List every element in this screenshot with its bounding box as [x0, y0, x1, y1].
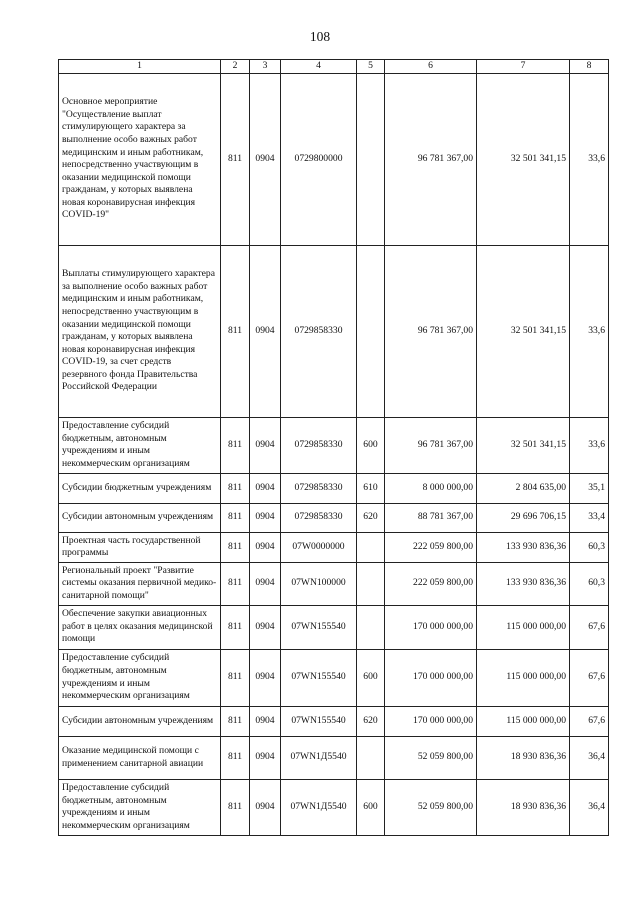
row-percent: 33,6 — [570, 417, 609, 473]
table-row — [59, 706, 609, 736]
row-plan: 88 781 367,00 — [385, 503, 477, 532]
row-name: Предоставление субсидий бюджетным, автономным учреждениям и иным некоммерческим организациям — [59, 649, 221, 706]
table-row — [59, 605, 609, 649]
table-row — [59, 473, 609, 503]
row-fact: 115 000 000,00 — [477, 706, 570, 736]
row-target: 07WN155540 — [281, 649, 357, 706]
row-name: Региональный проект "Развитие системы оказания первичной медико-санитарной помощи" — [59, 562, 221, 605]
table-row — [59, 503, 609, 532]
row-section: 0904 — [250, 245, 281, 417]
row-section: 0904 — [250, 706, 281, 736]
header-cell: 3 — [250, 60, 281, 74]
row-target: 07WN155540 — [281, 706, 357, 736]
row-section: 0904 — [250, 417, 281, 473]
table-row — [59, 245, 609, 417]
table-row — [59, 562, 609, 605]
row-percent: 33,6 — [570, 73, 609, 245]
header-cell: 1 — [59, 60, 221, 74]
row-vr: 610 — [357, 473, 385, 503]
page-number: 108 — [309, 29, 331, 44]
table-row — [59, 649, 609, 706]
row-grbs: 811 — [221, 649, 250, 706]
row-target: 0729858330 — [281, 503, 357, 532]
row-target: 07WN1Д5540 — [281, 779, 357, 835]
row-grbs: 811 — [221, 736, 250, 779]
row-percent: 60,3 — [570, 562, 609, 605]
row-vr — [357, 562, 385, 605]
row-section: 0904 — [250, 605, 281, 649]
row-name: Предоставление субсидий бюджетным, автономным учреждениям и иным некоммерческим организациям — [59, 779, 221, 835]
row-fact: 133 930 836,36 — [477, 562, 570, 605]
row-fact: 133 930 836,36 — [477, 532, 570, 562]
table-row — [59, 417, 609, 473]
row-percent: 67,6 — [570, 605, 609, 649]
row-plan: 170 000 000,00 — [385, 649, 477, 706]
row-plan: 170 000 000,00 — [385, 605, 477, 649]
row-percent: 36,4 — [570, 779, 609, 835]
header-cell: 6 — [385, 60, 477, 74]
row-vr — [357, 605, 385, 649]
row-name: Оказание медицинской помощи с применением санитарной авиации — [59, 736, 221, 779]
row-grbs: 811 — [221, 706, 250, 736]
row-target: 0729800000 — [281, 73, 357, 245]
row-name: Выплаты стимулирующего характера за выполнение особо важных работ медицинским и иным работникам, непосредственно участвующим в оказании медицинской помощи гражданам, у которых выявлена новая коронавирусная инфекция COVID-19, за счет средств резервного фонда Правительства Российской Федерации — [59, 245, 221, 417]
row-section: 0904 — [250, 532, 281, 562]
row-percent: 60,3 — [570, 532, 609, 562]
row-target: 07WN100000 — [281, 562, 357, 605]
row-plan: 222 059 800,00 — [385, 532, 477, 562]
row-vr: 600 — [357, 649, 385, 706]
row-plan: 170 000 000,00 — [385, 706, 477, 736]
row-target: 0729858330 — [281, 473, 357, 503]
row-name: Проектная часть государственной программы — [59, 532, 221, 562]
row-grbs: 811 — [221, 503, 250, 532]
row-section: 0904 — [250, 473, 281, 503]
row-fact: 18 930 836,36 — [477, 779, 570, 835]
row-grbs: 811 — [221, 73, 250, 245]
row-plan: 96 781 367,00 — [385, 417, 477, 473]
row-section: 0904 — [250, 649, 281, 706]
row-plan: 8 000 000,00 — [385, 473, 477, 503]
row-target: 0729858330 — [281, 245, 357, 417]
row-vr: 600 — [357, 417, 385, 473]
row-vr — [357, 532, 385, 562]
row-grbs: 811 — [221, 245, 250, 417]
table-header-row — [59, 60, 609, 74]
row-plan: 222 059 800,00 — [385, 562, 477, 605]
table-row — [59, 73, 609, 245]
row-percent: 36,4 — [570, 736, 609, 779]
row-fact: 32 501 341,15 — [477, 73, 570, 245]
row-percent: 33,6 — [570, 245, 609, 417]
table-row — [59, 779, 609, 835]
row-section: 0904 — [250, 73, 281, 245]
row-vr: 620 — [357, 706, 385, 736]
header-cell: 2 — [221, 60, 250, 74]
budget-table — [58, 59, 609, 836]
row-target: 07W0000000 — [281, 532, 357, 562]
table-row — [59, 532, 609, 562]
header-cell: 5 — [357, 60, 385, 74]
row-vr — [357, 736, 385, 779]
row-percent: 67,6 — [570, 649, 609, 706]
row-plan: 96 781 367,00 — [385, 73, 477, 245]
row-grbs: 811 — [221, 562, 250, 605]
row-name: Обеспечение закупки авиационных работ в целях оказания медицинской помощи — [59, 605, 221, 649]
row-target: 07WN1Д5540 — [281, 736, 357, 779]
row-fact: 2 804 635,00 — [477, 473, 570, 503]
row-name: Субсидии бюджетным учреждениям — [59, 473, 221, 503]
row-plan: 96 781 367,00 — [385, 245, 477, 417]
row-name: Предоставление субсидий бюджетным, автономным учреждениям и иным некоммерческим организациям — [59, 417, 221, 473]
row-percent: 35,1 — [570, 473, 609, 503]
row-percent: 67,6 — [570, 706, 609, 736]
row-plan: 52 059 800,00 — [385, 779, 477, 835]
row-grbs: 811 — [221, 473, 250, 503]
row-target: 07WN155540 — [281, 605, 357, 649]
row-plan: 52 059 800,00 — [385, 736, 477, 779]
row-section: 0904 — [250, 562, 281, 605]
row-fact: 32 501 341,15 — [477, 417, 570, 473]
row-name: Субсидии автономным учреждениям — [59, 503, 221, 532]
table-row — [59, 736, 609, 779]
row-name: Субсидии автономным учреждениям — [59, 706, 221, 736]
row-fact: 115 000 000,00 — [477, 649, 570, 706]
row-name: Основное мероприятие "Осуществление выплат стимулирующего характера за выполнение особо важных работ медицинским и иным работникам, непосредственно участвующим в оказании медицинской помощи гражданам, у которых выявлена новая коронавирусная инфекция COVID-19" — [59, 73, 221, 245]
row-grbs: 811 — [221, 779, 250, 835]
row-target: 0729858330 — [281, 417, 357, 473]
row-grbs: 811 — [221, 417, 250, 473]
row-grbs: 811 — [221, 532, 250, 562]
row-vr — [357, 245, 385, 417]
row-fact: 18 930 836,36 — [477, 736, 570, 779]
header-cell: 8 — [570, 60, 609, 74]
row-section: 0904 — [250, 736, 281, 779]
row-percent: 33,4 — [570, 503, 609, 532]
row-vr: 620 — [357, 503, 385, 532]
row-section: 0904 — [250, 779, 281, 835]
row-vr: 600 — [357, 779, 385, 835]
row-fact: 29 696 706,15 — [477, 503, 570, 532]
row-vr — [357, 73, 385, 245]
row-fact: 115 000 000,00 — [477, 605, 570, 649]
header-cell: 4 — [281, 60, 357, 74]
header-cell: 7 — [477, 60, 570, 74]
row-fact: 32 501 341,15 — [477, 245, 570, 417]
row-grbs: 811 — [221, 605, 250, 649]
row-section: 0904 — [250, 503, 281, 532]
